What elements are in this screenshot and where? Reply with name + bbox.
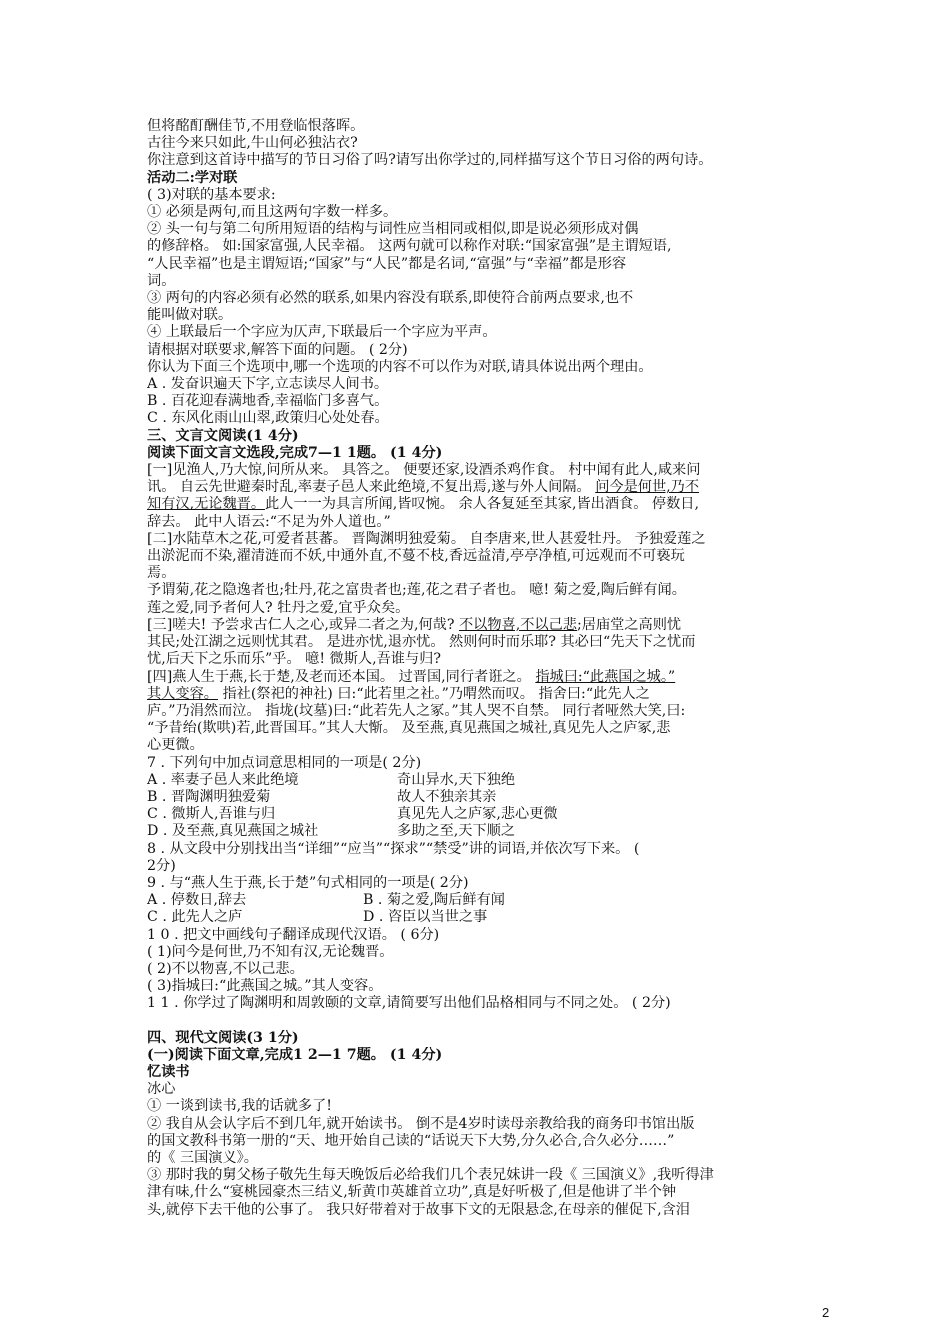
section-four-heading: 四、现代文阅读(3 1分) (147, 1029, 299, 1046)
passage-four-line: “予昔绐(欺哄)若,此晋国耳。”其人大惭。 及至燕,真见燕国之城社,真见先人之庐冢,悲 (147, 720, 671, 737)
option-b: B . 百花迎春满地香,幸福临门多喜气。 (147, 393, 389, 410)
article-line: ① 一谈到读书,我的话就多了! (147, 1098, 332, 1115)
option-left: C . 此先人之庐 (147, 909, 243, 926)
option-right: 奇山异水,天下独绝 (397, 771, 516, 788)
text-span: 此人一一为具言所闻,皆叹惋。 余人各复延至其家,皆出酒食。 停数日, (265, 496, 700, 513)
passage-three-line (147, 617, 812, 634)
text-line: 词。 (147, 272, 176, 289)
article-line: 的《 三国演义》。 (147, 1149, 258, 1166)
text-span: ;居庙堂之高则忧 (577, 616, 682, 633)
option-left: A . 停数日,辞去 (147, 892, 247, 909)
passage-three-line: 其民;处江湖之远则忧其君。 是进亦忧,退亦忧。 然则何时而乐耶? 其必曰“先天下之忧而 (147, 634, 696, 651)
passage-two-line: 焉。 (147, 565, 176, 582)
question-7-stem: 7 . 下列句中加点词意思相同的一项是( 2分) (147, 754, 422, 771)
underlined-sentence: 其人变容。 (147, 685, 218, 702)
text-line: ( 3)对联的基本要求: (147, 186, 276, 203)
text-line: ③ 两句的内容必须有必然的联系,如果内容没有联系,即使符合前两点要求,也不 (147, 290, 634, 307)
question-10-item: ( 3)指城曰:“此燕国之城。”其人变容。 (147, 978, 383, 995)
text-line: 能叫做对联。 (147, 307, 233, 324)
underlined-sentence: 不以物喜,不以己悲 (458, 616, 577, 633)
option-right: B . 菊之爱,陶后鲜有闻 (363, 892, 505, 909)
question-10-item: ( 2)不以物喜,不以己悲。 (147, 960, 304, 977)
question-line: 请根据对联要求,解答下面的问题。 ( 2分) (147, 341, 408, 358)
document-page (147, 118, 812, 1219)
poem-line: 古往今来只如此,牛山何必独沾衣? (147, 135, 358, 152)
option-a: A . 发奋识遍天下字,立志读尽人间书。 (147, 376, 389, 393)
question-9-option (147, 909, 812, 926)
passage-four-line (147, 686, 812, 703)
option-right: 真见先人之庐冢,悲心更微 (397, 806, 558, 823)
article-line: ② 我自从会认字后不到几年,就开始读书。 倒不是4岁时读母亲教给我的商务印书馆出版 (147, 1115, 695, 1132)
passage-two-line: 出淤泥而不染,濯清涟而不妖,中通外直,不蔓不枝,香远益清,亭亭净植,可远观而不可亵玩 (147, 548, 685, 565)
activity-two-heading: 活动二:学对联 (147, 169, 238, 186)
passage-one-line: [一]见渔人,乃大惊,问所从来。 具答之。 便要还家,设酒杀鸡作食。 村中闻有此人,咸来问 (147, 462, 701, 479)
passage-two-line: [二]水陆草木之花,可爱者甚蕃。 晋陶渊明独爱菊。 自李唐来,世人甚爱牡丹。 予独爱莲之 (147, 530, 706, 547)
option-c: C . 东风化雨山山翠,政策归心处处春。 (147, 410, 389, 427)
passage-two-line: 莲之爱,同予者何人? 牡丹之爱,宜乎众矣。 (147, 599, 410, 616)
passage-three-line: 忧,后天下之乐而乐”乎。 噫! 微斯人,吾谁与归? (147, 651, 441, 668)
article-line: ③ 那时我的舅父杨子敬先生每天晚饭后必给我们几个表兄妹讲一段《 三国演义》,我听得津 (147, 1167, 714, 1184)
passage-one-line: 辞去。 此中人语云:“不足为外人道也。” (147, 513, 391, 530)
question-7-option (147, 823, 812, 840)
text-span: [四]燕人生于燕,长于楚,及老而还本国。 过晋国,同行者诳之。 (147, 668, 536, 685)
page-number: 2 (822, 1305, 830, 1320)
question-9-stem: 9 . 与“燕人生于燕,长于楚”句式相同的一项是( 2分) (147, 874, 469, 891)
article-title: 忆读书 (147, 1063, 190, 1080)
option-right: 多助之至,天下顺之 (397, 823, 516, 840)
passage-one-line (147, 496, 812, 513)
text-span: 讯。 自云先世避秦时乱,率妻子邑人来此绝境,不复出焉,遂与外人间隔。 (147, 479, 596, 496)
underlined-sentence: 指城曰:“此燕国之城。” (535, 668, 676, 685)
question-7-option (147, 789, 812, 806)
underlined-sentence: 问今是何世,乃不 (595, 479, 700, 496)
question-8: 2分) (147, 857, 176, 874)
option-left: B . 晋陶渊明独爱菊 (147, 788, 271, 805)
option-left: A . 率妻子邑人来此绝境 (147, 771, 299, 788)
poem-question: 你注意到这首诗中描写的节日习俗了吗?请写出你学过的,同样描写这个节日习俗的两句诗。 (147, 152, 713, 169)
option-right: 故人不独亲其亲 (397, 788, 497, 805)
question-8: 8 . 从文段中分别找出当“详细”“应当”“探求”“禁受”讲的词语,并依次写下来。 ( (147, 840, 640, 857)
section-three-heading: 三、文言文阅读(1 4分) (147, 427, 299, 444)
passage-two-line: 予谓菊,花之隐逸者也;牡丹,花之富贵者也;莲,花之君子者也。 噫! 菊之爱,陶后鲜有闻。 (147, 582, 686, 599)
poem-line: 但将酩酊酬佳节,不用登临恨落晖。 (147, 118, 365, 134)
question-11: 1 1 . 你学过了陶渊明和周敦颐的文章,请简要写出他们品格相同与不同之处。 ( 2分) (147, 995, 671, 1012)
text-span: [三]嗟夫! 予尝求古仁人之心,或异二者之为,何哉? (147, 616, 459, 633)
article-line: 的国文教科书第一册的“天、地开始自己读的“话说天下大势,分久必合,合久必分……” (147, 1132, 675, 1149)
option-left: C . 微斯人,吾谁与归 (147, 806, 276, 823)
text-line: ① 必须是两句,而且这两句字数一样多。 (147, 204, 398, 221)
text-line: 的修辞格。 如:国家富强,人民幸福。 这两句就可以称作对联:“国家富强”是主谓短语, (147, 238, 672, 255)
text-span: 指社(祭祀的神社) 曰:“此若里之社。”乃喟然而叹。 指舍曰:“此先人之 (217, 685, 650, 702)
passage-four-line: 心更微。 (147, 737, 204, 754)
option-left: D . 及至燕,真见燕国之城社 (147, 823, 319, 840)
underlined-sentence: 知有汉,无论魏晋。 (147, 496, 266, 513)
text-line: ② 头一句与第二句所用短语的结构与词性应当相同或相似,即是说必须形成对偶 (147, 221, 639, 238)
article-line: 津有味,什么“宴桃园豪杰三结义,斩黄巾英雄首立功”,真是好听极了,但是他讲了半个钟 (147, 1184, 677, 1201)
question-9-option (147, 892, 812, 909)
question-10-stem: 1 0 . 把文中画线句子翻译成现代汉语。 ( 6分) (147, 926, 440, 943)
passage-one-line (147, 479, 812, 496)
article-line: 头,就停下去干他的公事了。 我只好带着对于故事下文的无限悬念,在母亲的催促下,含泪 (147, 1201, 690, 1218)
option-right: D . 咨臣以当世之事 (363, 909, 488, 926)
question-7-option (147, 772, 812, 789)
article-author: 冰心 (147, 1081, 176, 1098)
section-three-subheading: 阅读下面文言文选段,完成7—1 1题。 (1 4分) (147, 444, 443, 461)
question-10-item: ( 1)问今是何世,乃不知有汉,无论魏晋。 (147, 943, 394, 960)
passage-four-line (147, 669, 812, 686)
question-line: 你认为下面三个选项中,哪一个选项的内容不可以作为对联,请具体说出两个理由。 (147, 358, 653, 375)
question-7-option (147, 806, 812, 823)
section-four-subheading: (一)阅读下面文章,完成1 2—1 7题。 (1 4分) (147, 1046, 443, 1063)
passage-four-line: 庐。”乃涓然而泣。 指垅(坟墓)曰:“此若先人之冢。”其人哭不自禁。 同行者哑然大笑,曰: (147, 702, 686, 719)
text-line: “人民幸福”也是主谓短语;“国家”与“人民”都是名词,“富强”与“幸福”都是形容 (147, 255, 627, 272)
text-line: ④ 上联最后一个字应为仄声,下联最后一个字应为平声。 (147, 324, 497, 341)
